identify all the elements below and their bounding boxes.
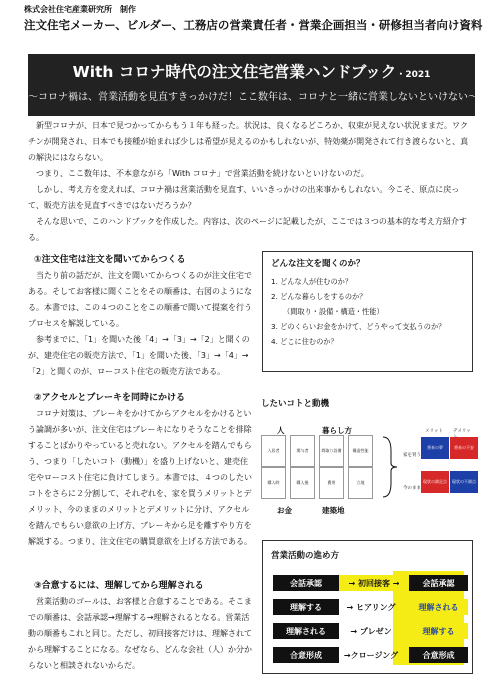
motives-title: したいコトと動機 <box>261 399 330 409</box>
section3-heading: ③合意するには、理解してから理解される <box>34 581 204 591</box>
intro-paragraph: つまり、ここ数年は、不本意ながら「With コロナ」で営業活動を続けないといけないのだ。 <box>36 169 369 178</box>
flow-left: 会話承認 <box>273 575 339 591</box>
flow-left: 合意形成 <box>273 647 339 663</box>
section2-body <box>28 406 254 550</box>
label-site: 建築地 <box>322 506 345 515</box>
intro-text <box>28 118 472 246</box>
label-life: 暮らし方 <box>322 426 352 435</box>
question-item: 2. どんな暮らしをするのか？ <box>271 292 367 301</box>
section1-heading: ①注文住宅は注文を聞いてからつくる <box>34 255 186 265</box>
grid-cell: 間取り設備 <box>319 435 344 467</box>
banner-title: With コロナ時代の注文住宅営業ハンドブック・2021 <box>72 63 431 81</box>
flow-left: 理解される <box>273 623 339 639</box>
label-stay: 今のまま <box>403 486 421 491</box>
section2-heading: ②アクセルとブレーキを同時にかける <box>34 393 185 403</box>
grid-cell: 購入時 <box>261 467 286 499</box>
flow-mid: → 初回接客 → <box>339 575 409 591</box>
question-item: 1. どんな人が住むのか？ <box>271 277 353 286</box>
flow-row <box>273 647 468 665</box>
flow-right: 理解する <box>409 623 468 639</box>
section3-body <box>28 594 254 674</box>
demerit-box: 将来の不安 <box>450 437 478 459</box>
flow-row <box>273 623 468 641</box>
motives-diagram <box>257 397 476 525</box>
flow-row <box>273 599 468 617</box>
flow-right: 理解される <box>409 599 468 615</box>
grid-cell: 入居者 <box>261 435 286 467</box>
flow-right: 合意形成 <box>409 647 468 663</box>
grid-cell: 購入後 <box>290 467 315 499</box>
flow-mid: → クロージング <box>343 650 399 660</box>
grid-cell: 費用 <box>319 467 344 499</box>
grid-cell: 立地 <box>348 467 373 499</box>
title-banner <box>28 54 478 116</box>
flow-mid: → ヒアリング <box>346 602 396 612</box>
section1-body <box>28 268 254 380</box>
intro-paragraph: そんな思いで、このハンドブックを作成した。内容は、次のページに記載したが、ここでは３つの基本的な考え方紹介する。 <box>28 217 467 242</box>
label-demerit: デメリッ <box>453 429 471 434</box>
flow-left: 理解する <box>273 599 339 615</box>
question-item: （間取り・設備・構造・性能） <box>283 307 384 316</box>
question-item: 4. どこに住むのか？ <box>271 337 338 346</box>
audience-line: 注文住宅メーカー、ビルダー、工務店の営業責任者・営業企画担当・研修担当者向け資料 <box>24 18 483 32</box>
questions-box <box>262 251 473 372</box>
demerit-box: 現状の不満点 <box>450 471 478 493</box>
questions-list <box>271 274 466 349</box>
questions-title: どんな注文を聞くのか？ <box>271 259 365 269</box>
label-merit: メリット <box>425 429 443 434</box>
merit-box: 現状の満足点 <box>421 471 449 493</box>
intro-paragraph: しかし、考え方を変えれば、コロナ禍は営業活動を見直す、いいきっかけの出来事かもしれない。今こそ、原点に戻って、販売方法を見直すべきではないだろうか？ <box>28 185 460 210</box>
flow-title: 営業活動の進め方 <box>271 551 340 561</box>
label-people: 人 <box>277 426 285 435</box>
flow-row <box>273 575 468 593</box>
motives-grid <box>261 435 378 497</box>
sales-flow-box <box>262 540 473 674</box>
section3-para: 営業活動のゴールは、お客様と合意することである。そこまでの順番は、会話承認→理解する→理解されるとなる。営業活動の順番もこれと同じ。ただし、初回接客だけは、理解されてから理解することになる。なぜなら、どんな会社（人）か分からないと相談されないからだ。 <box>28 597 252 670</box>
flow-right: 会話承認 <box>409 575 468 591</box>
publisher-label: 株式会社住宅産業研究所 制作 <box>24 5 136 14</box>
banner-subtitle: ～コロナ禍は、営業活動を見直すきっかけだ！ここ数年は、コロナと一緒に営業しないといけない～ <box>28 92 478 103</box>
grid-cell: 構造性能 <box>348 435 373 467</box>
section1-para: 当たり前の話だが、注文を聞いてからつくるのが注文住宅である。そしてお客様に聞くことをその順番は、右図のようになる。本書では、この４つのことをこの順番で聞いて提案を行うプロセスを解説している。 <box>28 271 252 328</box>
section2-para: コロナ対策は、ブレーキをかけてからアクセルをかけるという論調が多いが、注文住宅はブレーキになりそうなことを排除することばかりやっていると売れない。アクセルを踏んでもらう、つまり「したいコト（動機）」を盛り上げないと、建売住宅やローコスト住宅に負けてしまう。本書では、４つのしたいコトをさらに２分割して、それぞれを、家を買うメリットとデメリット、今のままのメリットとデメリットに分け、アクセルを踏んでもらい意欲の上げ方、ブレーキから足を離すやり方を解説する。つまり、注文住宅の購買意欲を上げる方法である。 <box>28 409 252 546</box>
intro-paragraph: 新型コロナが、日本で見つかってからもう１年も経った。状況は、良くなるどころか、収束が見えない状況ままだ。ワクチンが開発され、日本でも接種が始まれば少しは希望が見えるのかもしれないが、特効薬が開発されて行き渡らないと、真の解決にはならない。 <box>28 121 469 162</box>
merit-box: 将来の夢 <box>421 437 449 459</box>
brace-icon <box>381 435 403 499</box>
label-money: お金 <box>277 506 292 515</box>
flow-mid: → プレゼン <box>350 626 392 636</box>
section1-para: 参考までに、「1」を聞いた後「4」→「3」→「2」と聞くのが、建売住宅の販売方法で、「1」を聞いた後、「3」→「4」→「2」と聞くのが、ローコスト住宅の販売方法である。 <box>28 335 250 376</box>
question-item: 3. どのくらいお金をかけて、どうやって支払うのか？ <box>271 322 446 331</box>
grid-cell: 関与者 <box>290 435 315 467</box>
label-buy: 家を買う <box>403 453 421 458</box>
banner-year: ・2021 <box>396 70 431 80</box>
